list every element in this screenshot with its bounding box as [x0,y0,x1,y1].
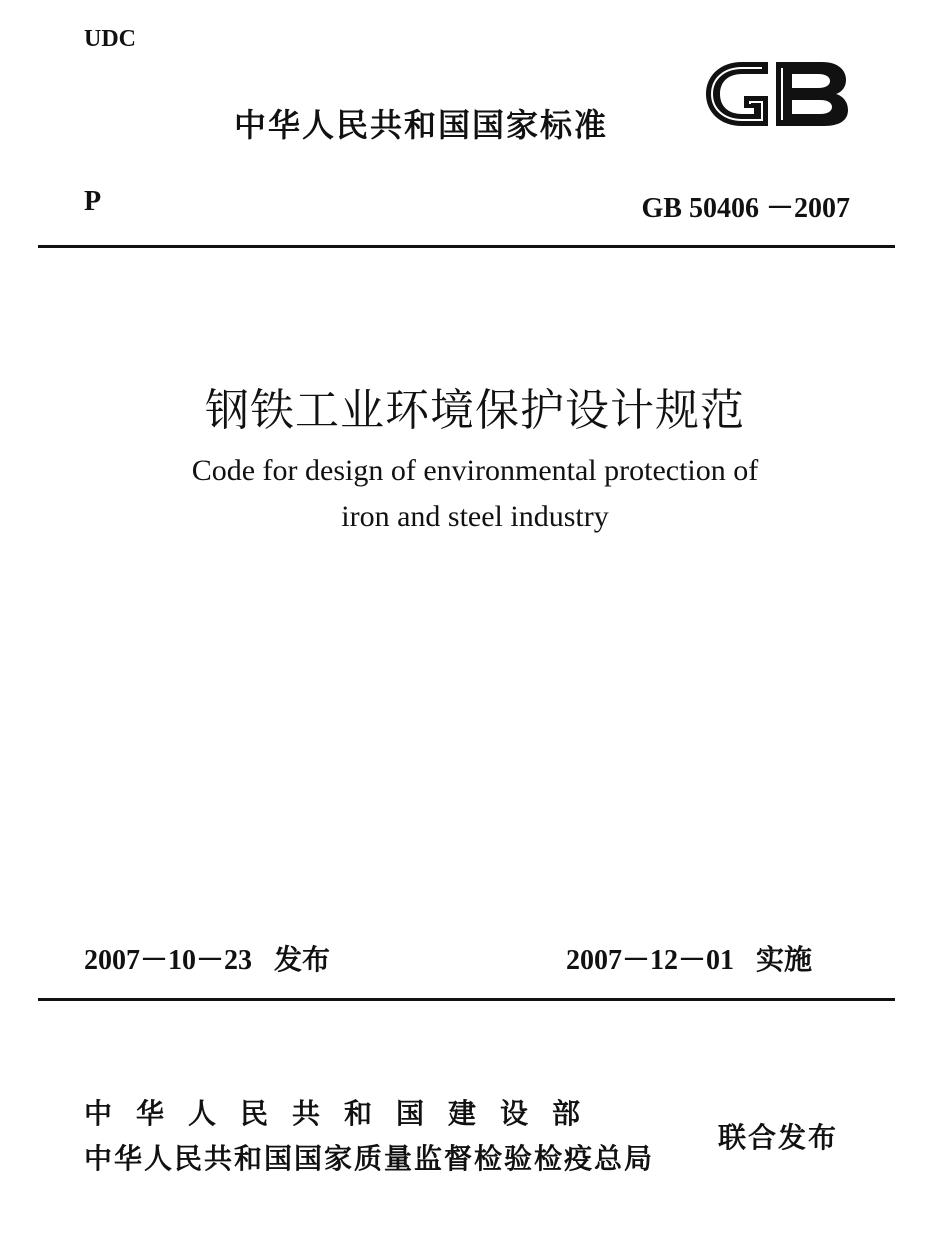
gb-logo-icon [698,52,854,136]
publish-label: 发布 [274,943,331,976]
udc-label: UDC [84,26,136,52]
issuer-ministry-of-construction: 中华人民共和国建设部 [84,1097,605,1130]
effective-date-block [566,938,812,978]
effective-label: 实施 [756,943,813,976]
effective-date: 2007－12－01 [566,945,735,976]
publish-date-block [84,938,330,978]
joint-release-label: 联合发布 [718,1121,839,1154]
bottom-divider [38,998,895,1001]
category-code: P [84,186,102,217]
standard-type: 中华人民共和国国家标准 [234,106,609,144]
top-divider [38,245,895,248]
title-english-line-2: iron and steel industry [341,500,609,533]
standard-number: GB 50406 －2007 [641,193,850,224]
publish-date: 2007－10－23 [84,945,253,976]
issuer-aqsiq: 中华人民共和国国家质量监督检验检疫总局 [84,1142,655,1175]
title-english-line-1: Code for design of environmental protection of [191,454,759,487]
title-chinese: 钢铁工业环境保护设计规范 [205,386,745,435]
title-english [0,448,950,540]
